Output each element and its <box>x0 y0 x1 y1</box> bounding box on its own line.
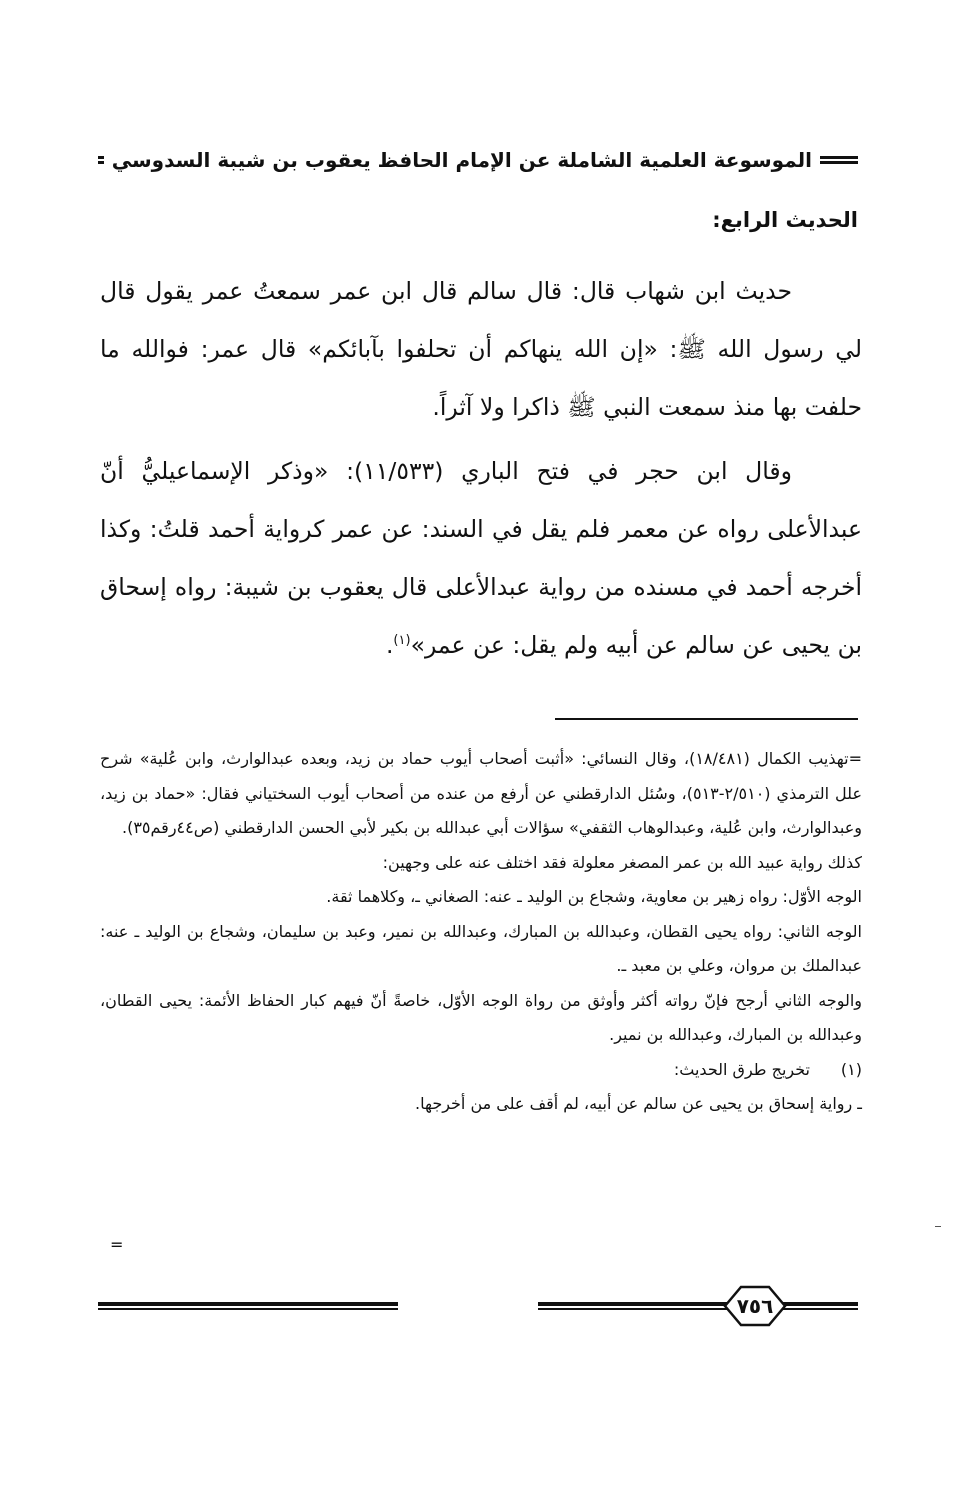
footnote-line: ـ رواية إسحاق بن يحيى عن سالم عن أبيه، لم أقف على من أخرجها. <box>414 1094 862 1113</box>
main-text <box>100 262 862 674</box>
footnote-line: كذلك رواية عبيد الله بن عمر المصغر معلولة فقد اختلف عنه على وجهين: <box>382 852 862 872</box>
paragraph-hadith: حديث ابن شهاب قال: قال سالم قال ابن عمر سمعتُ عمر يقول قال لي رسول الله ﷺ: «إن الله ينهاكم أن تحلفوا بآبائكم» قال عمر: فوالله ما حلفت بها منذ سمعت النبي ﷺ ذاكرا ولا آثراً. <box>100 277 862 421</box>
footnote-title: تخريج طرق الحديث: <box>673 1059 810 1079</box>
paragraph-end: . <box>385 631 394 659</box>
footnote-separator <box>555 718 858 720</box>
bottom-rule-right <box>538 1302 858 1310</box>
continuation-mark: = <box>110 1235 124 1254</box>
page-number-badge <box>715 1284 795 1328</box>
section-heading: الحديث الرابع: <box>712 208 858 232</box>
paragraph-ibn-hajar-text: وقال ابن حجر في فتح الباري (١١/٥٣٣): «وذكر الإسماعيليُّ أنّ عبدالأعلى رواه عن معمر فلم يقل في السند: عن عمر كرواية أحمد قلتُ: وكذا أخرجه أحمد في مسنده من رواية عبدالأعلى قال يعقوب بن شيبة: رواه إسحاق بن يحيى عن سالم عن أبيه ولم يقل: عن عمر» <box>100 457 862 659</box>
footnote-continuation: =تهذيب الكمال (١٨/٤٨١)، وقال النسائي: «أثبت أصحاب أيوب حماد بن زيد، وبعده عبدالوارث، وابن عُلية» شرح علل الترمذي (٢/٥١٠-٥١٣)، وسُئل الدارقطني عن أرفع من عنده من أصحاب أيوب السختياني فقال: «حماد بن زيد، وعبدالوارث، وابن عُلية، وعبدالوهاب الثقفي» سؤالات أبي عبدالله بن بكير لأبي الحسن الدارقطني (ص٤٤رقم٣٥). <box>100 749 863 837</box>
header-rule-left <box>98 156 104 164</box>
header-title: الموسوعة العلمية الشاملة عن الإمام الحافظ يعقوب بن شيبة السدوسي <box>111 148 812 172</box>
header-rule-right <box>820 156 858 164</box>
page-number: ٧٥٦ <box>736 1294 774 1318</box>
footnote-line: والوجه الثاني أرجح فإنّ رواته أكثر وأوثق من رواة الوجه الأوّل، خاصةً أنّ فيهم كبار الحفاظ الأئمة: يحيى القطان، وعبدالله بن المبارك، وعبدالله بن نمير. <box>100 990 862 1044</box>
paragraph-ibn-hajar <box>100 442 862 674</box>
scan-mark <box>935 1226 941 1227</box>
footnotes <box>100 742 862 1122</box>
footnote-ref: (١) <box>393 633 411 649</box>
running-header <box>98 145 858 175</box>
footnote-line: الوجه الثاني: رواه يحيى القطان، وعبدالله بن المبارك، وعبدالله بن نمير، وعبد بن سليمان، وشجاع بن الوليد ـ عنه: عبدالملك بن مروان، وعلي بن معبد ـ. <box>100 921 862 975</box>
footnote-1 <box>100 1053 862 1088</box>
bottom-rule-left <box>98 1302 398 1310</box>
footnote-line: الوجه الأوّل: رواه زهير بن معاوية، وشجاع بن الوليد ـ عنه: الصغاني ـ، وكلاهما ثقة. <box>326 887 862 906</box>
footnote-number: (١) <box>840 1059 862 1079</box>
